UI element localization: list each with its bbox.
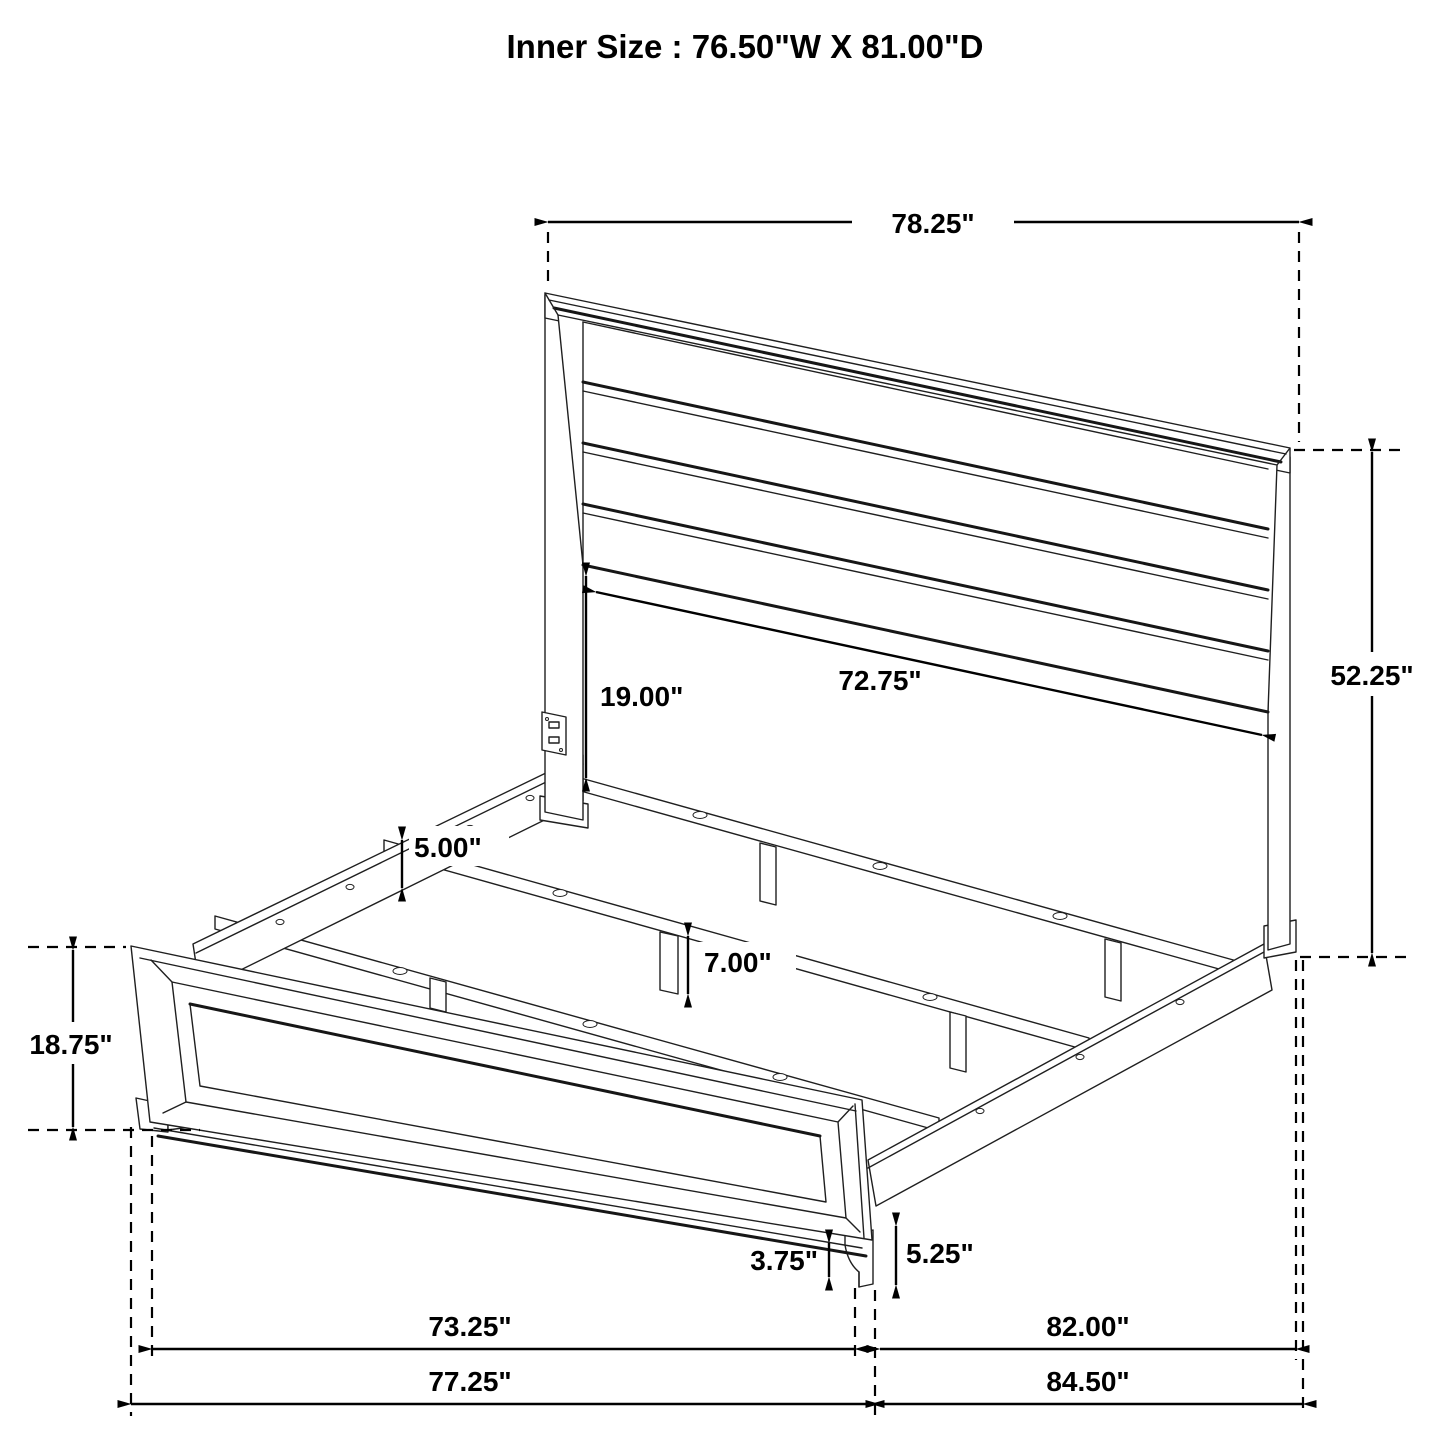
dim-headboard-height-label: 52.25" — [1330, 660, 1414, 691]
near-side-rail — [868, 944, 1272, 1206]
dim-footboard-span-outer-label: 77.25" — [428, 1366, 512, 1397]
dim-foot-bracket-label: 3.75" — [750, 1245, 818, 1276]
dim-length-overall-label: 84.50" — [1046, 1366, 1130, 1397]
dim-center-leg — [688, 936, 796, 994]
dim-footboard-height-label: 18.75" — [29, 1029, 113, 1060]
far-side-rail — [193, 755, 583, 990]
dim-foot-leg-label: 5.25" — [906, 1238, 974, 1269]
dim-center-leg-label: 7.00" — [704, 947, 772, 978]
dim-top-width-label: 78.25" — [891, 208, 975, 239]
page-title: Inner Size : 76.50"W X 81.00"D — [506, 28, 984, 65]
dim-footboard-span-outer — [131, 1366, 871, 1404]
dim-length-overall — [879, 1366, 1303, 1404]
dim-headboard-height — [1294, 450, 1445, 957]
headboard — [540, 293, 1296, 958]
dim-foot-bracket — [750, 1243, 829, 1277]
dim-rail-height-label: 5.00" — [414, 832, 482, 863]
dim-length-inner-label: 82.00" — [1046, 1311, 1130, 1342]
dim-inner-width-label: 72.75" — [838, 665, 922, 696]
dim-foot-leg — [896, 1226, 974, 1285]
rail-bracket — [542, 712, 566, 755]
dim-length-inner — [880, 1311, 1296, 1349]
dim-footboard-span-inner — [152, 1311, 855, 1349]
dim-panel-gap — [586, 576, 683, 778]
dim-footboard-span-inner-label: 73.25" — [428, 1311, 512, 1342]
dim-panel-gap-label: 19.00" — [600, 681, 684, 712]
